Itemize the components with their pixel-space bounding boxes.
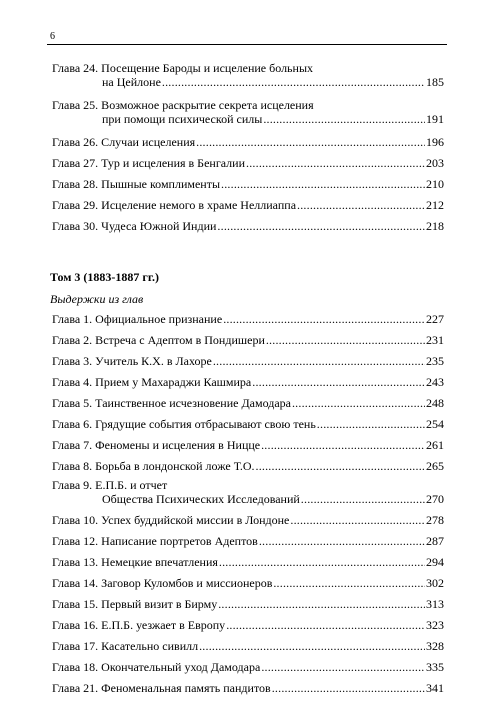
- dot-leader: [246, 156, 425, 170]
- dot-leader: [213, 354, 425, 368]
- toc-entry[interactable]: [52, 333, 444, 347]
- toc-entry-title: Глава 26. Случаи исцеления: [52, 135, 196, 149]
- dot-leader: [290, 513, 425, 527]
- toc-entry-page: 196: [426, 135, 444, 149]
- dot-leader: [272, 681, 425, 695]
- header-rule: [47, 44, 447, 45]
- dot-leader: [199, 639, 425, 653]
- toc-entry-title: Глава 7. Феномены и исцеления в Ницце: [52, 438, 261, 452]
- toc-entry-title: при помощи психической силы: [102, 112, 263, 126]
- toc-entry-title: Глава 8. Борьба в лондонской ложе Т.О.: [52, 459, 255, 473]
- toc-entry[interactable]: [52, 681, 444, 695]
- dot-leader: [266, 333, 425, 347]
- toc-entry-title: Глава 4. Прием у Махараджи Кашмира: [52, 375, 252, 389]
- dot-leader: [217, 219, 425, 233]
- toc-entry[interactable]: [52, 534, 444, 548]
- toc-entry[interactable]: [52, 513, 444, 527]
- toc-entry-first-line: Глава 24. Посещение Бароды и исцеление больных: [52, 61, 314, 75]
- dot-leader: [261, 660, 425, 674]
- dot-leader: [162, 75, 425, 89]
- toc-entry[interactable]: [52, 312, 444, 326]
- toc-entry-page: 227: [426, 312, 444, 326]
- toc-entry-page: 261: [426, 438, 444, 452]
- toc-entry-page: 313: [426, 597, 444, 611]
- toc-entry-page: 265: [426, 459, 444, 473]
- toc-entry-page: 191: [426, 112, 444, 126]
- toc-entry[interactable]: [52, 459, 444, 473]
- toc-entry[interactable]: [52, 396, 444, 410]
- toc-entry-page: 278: [426, 513, 444, 527]
- toc-entry-page: 254: [426, 417, 444, 431]
- toc-entry-title: Глава 21. Феноменальная память пандитов: [52, 681, 271, 695]
- dot-leader: [252, 375, 425, 389]
- toc-entry-page: 341: [426, 681, 444, 695]
- toc-entry[interactable]: [52, 198, 444, 212]
- toc-entry-title: Глава 14. Заговор Куломбов и миссионеров: [52, 576, 273, 590]
- dot-leader: [226, 618, 425, 632]
- toc-entry[interactable]: [52, 639, 444, 653]
- volume-subtitle: Выдержки из глав: [50, 292, 144, 306]
- dot-leader: [256, 459, 426, 473]
- toc-entry-page: 328: [426, 639, 444, 653]
- toc-entry-title: Глава 30. Чудеса Южной Индии: [52, 219, 217, 233]
- toc-entry[interactable]: [52, 597, 444, 611]
- dot-leader: [301, 492, 425, 506]
- dot-leader: [297, 198, 425, 212]
- toc-entry-page: 270: [426, 492, 444, 506]
- dot-leader: [223, 312, 425, 326]
- toc-entry[interactable]: [52, 618, 444, 632]
- toc-entry[interactable]: [52, 61, 444, 89]
- toc-entry-title: Глава 6. Грядущие события отбрасывают свою тень: [52, 417, 316, 431]
- toc-entry-title: на Цейлоне: [102, 75, 161, 89]
- dot-leader: [259, 534, 425, 548]
- toc-entry[interactable]: [52, 555, 444, 569]
- toc-entry-title: Глава 2. Встреча с Адептом в Пондишери: [52, 333, 265, 347]
- toc-entry-page: 243: [426, 375, 444, 389]
- toc-entry[interactable]: [52, 354, 444, 368]
- toc-entry[interactable]: [52, 98, 444, 126]
- toc-entry-title: Глава 27. Тур и исцеления в Бенгалии: [52, 156, 246, 170]
- toc-entry-title: Глава 28. Пышные комплименты: [52, 177, 221, 191]
- toc-entry-page: 302: [426, 576, 444, 590]
- toc-entry-page: 212: [426, 198, 444, 212]
- toc-entry-page: 231: [426, 333, 444, 347]
- toc-entry[interactable]: [52, 219, 444, 233]
- toc-entry-page: 335: [426, 660, 444, 674]
- toc-entry-title: Глава 3. Учитель К.Х. в Лахоре: [52, 354, 212, 368]
- toc-entry-page: 323: [426, 618, 444, 632]
- toc-entry[interactable]: [52, 660, 444, 674]
- toc-entry-title: Глава 18. Окончательный уход Дамодара: [52, 660, 261, 674]
- dot-leader: [218, 597, 425, 611]
- toc-entry-page: 210: [426, 177, 444, 191]
- volume-title: Том 3 (1883-1887 гг.): [50, 270, 159, 284]
- toc-entry-title: Глава 1. Официальное признание: [52, 312, 223, 326]
- toc-entry[interactable]: [52, 576, 444, 590]
- toc-entry-title: Глава 16. Е.П.Б. уезжает в Европу: [52, 618, 226, 632]
- toc-entry[interactable]: [52, 438, 444, 452]
- toc-entry[interactable]: [52, 417, 444, 431]
- toc-entry-title: Глава 13. Немецкие впечатления: [52, 555, 218, 569]
- toc-entry[interactable]: [52, 135, 444, 149]
- toc-entry[interactable]: [52, 478, 444, 506]
- toc-entry-page: 185: [426, 75, 444, 89]
- volume3-toc: [52, 312, 444, 695]
- toc-entry-title: Глава 5. Таинственное исчезновение Дамодара: [52, 396, 291, 410]
- toc-entry[interactable]: [52, 156, 444, 170]
- toc-entry-title: Глава 15. Первый визит в Бирму: [52, 597, 218, 611]
- dot-leader: [292, 396, 425, 410]
- toc-entry-title: Глава 29. Исцеление немого в храме Неллиаппа: [52, 198, 297, 212]
- dot-leader: [261, 438, 425, 452]
- page-number: 6: [50, 31, 55, 42]
- dot-leader: [263, 112, 425, 126]
- toc-entry-page: 294: [426, 555, 444, 569]
- toc-entry[interactable]: [52, 375, 444, 389]
- toc-entry-title: Глава 17. Касательно сивилл: [52, 639, 199, 653]
- toc-entry-title: Глава 12. Написание портретов Адептов: [52, 534, 258, 548]
- dot-leader: [273, 576, 425, 590]
- toc-entry-page: 235: [426, 354, 444, 368]
- dot-leader: [317, 417, 425, 431]
- toc-entry-title: Глава 10. Успех буддийской миссии в Лондоне: [52, 513, 290, 527]
- dot-leader: [221, 177, 425, 191]
- dot-leader: [196, 135, 425, 149]
- toc-entry-title: Общества Психических Исследований: [102, 492, 300, 506]
- toc-entry-page: 287: [426, 534, 444, 548]
- toc-entry-first-line: Глава 25. Возможное раскрытие секрета исцеления: [52, 98, 314, 112]
- toc-entry[interactable]: [52, 177, 444, 191]
- dot-leader: [219, 555, 425, 569]
- toc-entry-page: 218: [426, 219, 444, 233]
- toc-entry-page: 203: [426, 156, 444, 170]
- section1-toc: [52, 61, 444, 233]
- toc-entry-page: 248: [426, 396, 444, 410]
- toc-entry-first-line: Глава 9. Е.П.Б. и отчет: [52, 478, 168, 492]
